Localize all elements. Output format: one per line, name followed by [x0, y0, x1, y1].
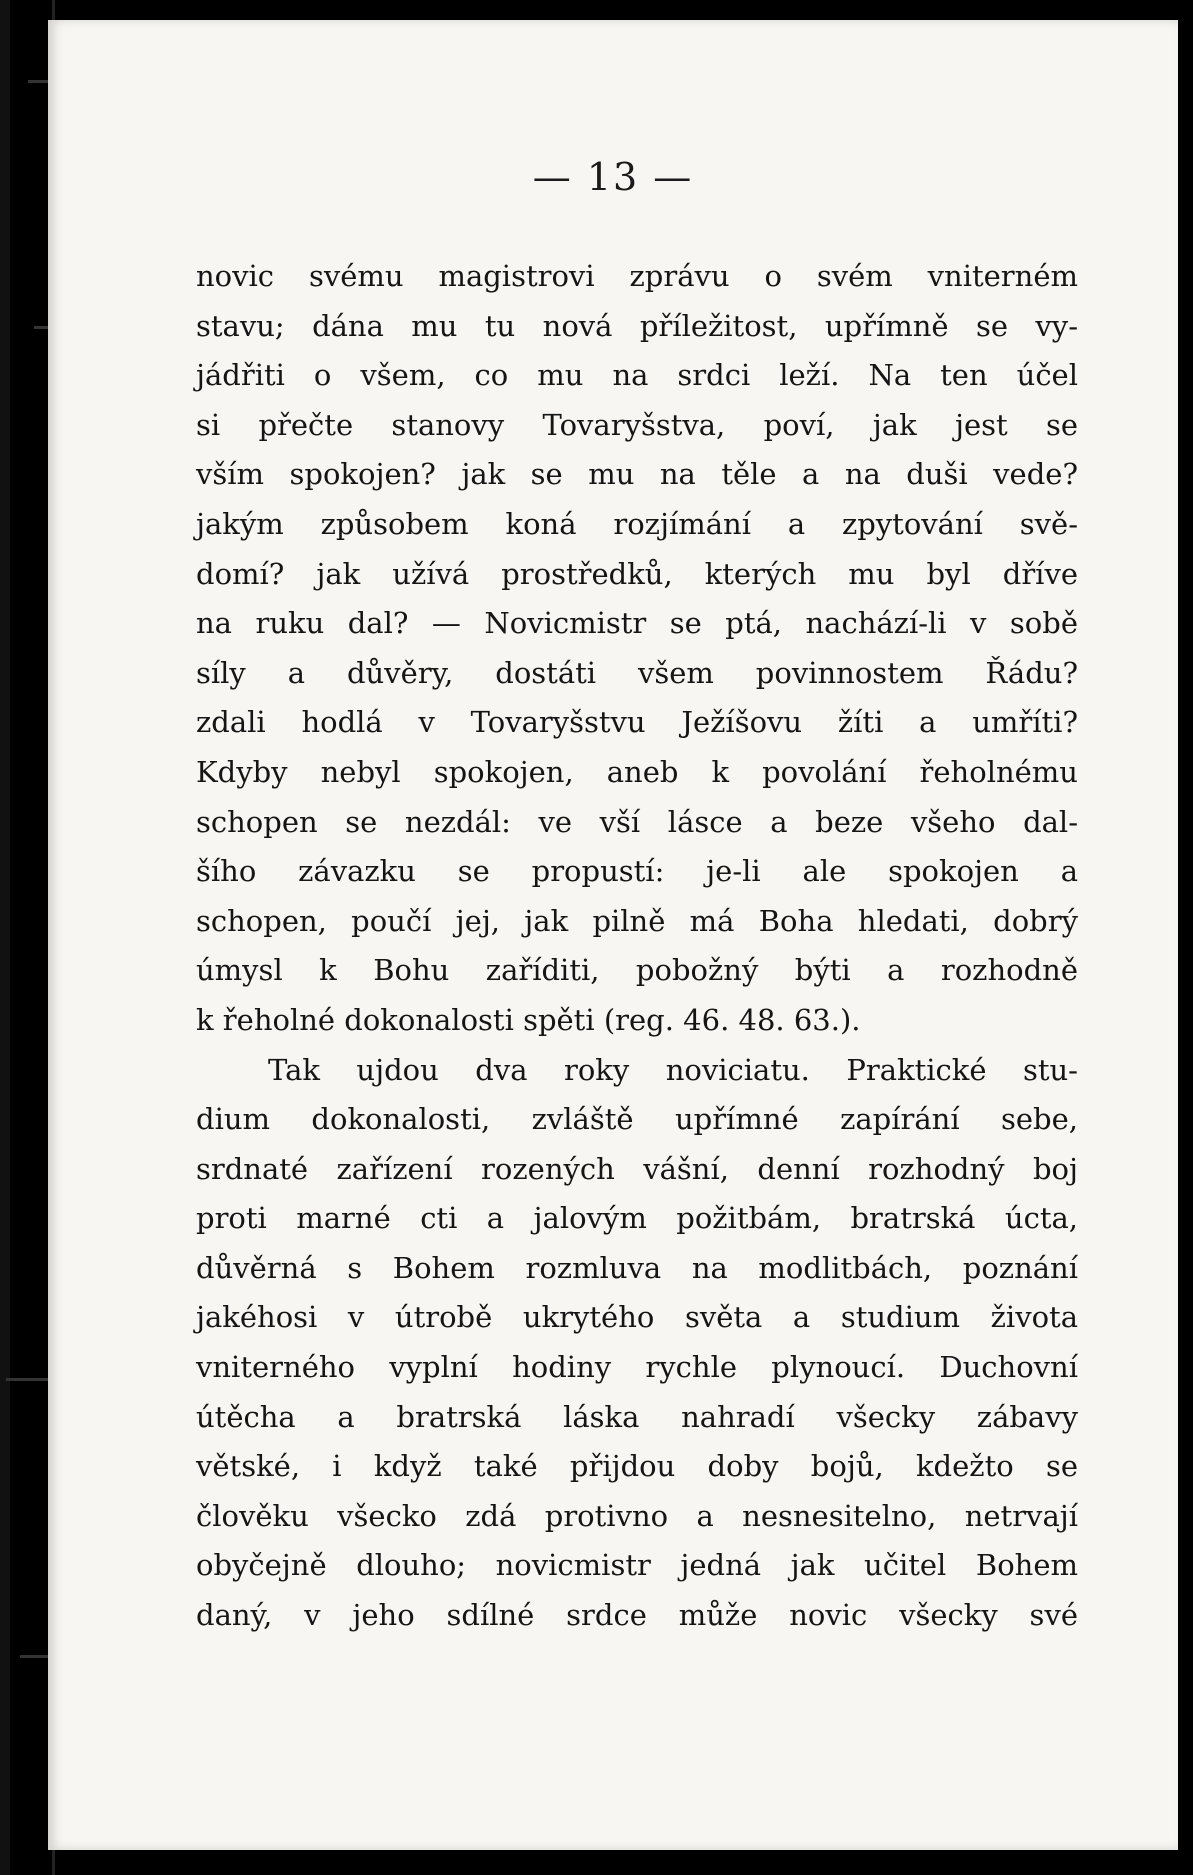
binding-edge [0, 0, 10, 1875]
text-line: dium dokonalosti, zvláště upřímné zapírání sebe, [196, 1102, 1078, 1137]
text-line: domí? jak užívá prostředků, kterých mu byl dříve [196, 556, 1078, 591]
text-line: daný, v jeho sdílné srdce může novic všecky své [196, 1598, 1078, 1633]
text-line: větské, i když také přijdou doby bojů, kdežto se [196, 1449, 1078, 1484]
text-line: vším spokojen? jak se mu na těle a na duši vede? [196, 457, 1078, 492]
book-page [48, 20, 1178, 1850]
text-line: zdali hodlá v Tovaryšstvu Ježíšovu žíti a umříti? [196, 705, 1078, 740]
page-number: — 13 — [532, 155, 694, 199]
text-line: důvěrná s Bohem rozmluva na modlitbách, poznání [196, 1250, 1078, 1285]
text-line: člověku všecko zdá protivno a nesnesitelno, netrvají [196, 1498, 1078, 1533]
text-line: stavu; dána mu tu nová příležitost, upřímně se vy- [196, 308, 1078, 343]
text-line: novic svému magistrovi zprávu o svém vniterném [196, 259, 1078, 293]
text-line: proti marné cti a jalovým požitbám, bratrská úcta, [196, 1201, 1078, 1236]
text-line: vniterného vyplní hodiny rychle plynoucí. Duchovní [196, 1350, 1078, 1385]
text-line: útěcha a bratrská láska nahradí všecky zábavy [196, 1399, 1078, 1434]
text-line: Tak ujdou dva roky noviciatu. Praktické stu- [268, 1052, 1078, 1087]
text-line: na ruku dal? — Novicmistr se ptá, nachází-li v sobě [196, 606, 1078, 641]
text-line: k řeholné dokonalosti spěti (reg. 46. 48. 63.). [196, 1002, 861, 1037]
text-line: Kdyby nebyl spokojen, aneb k povolání řeholnému [196, 754, 1078, 789]
text-line: jádřiti o všem, co mu na srdci leží. Na ten účel [196, 358, 1078, 393]
text-line: schopen, poučí jej, jak pilně má Boha hledati, dobrý [196, 903, 1078, 938]
text-line: jakéhosi v útrobě ukrytého světa a studium života [196, 1300, 1078, 1335]
text-line: šího závazku se propustí: je-li ale spokojen a [196, 854, 1078, 889]
text-line: síly a důvěry, dostáti všem povinnostem Řádu? [196, 655, 1078, 690]
body-text [196, 252, 1078, 1641]
text-line: úmysl k Bohu zaříditi, pobožný býti a rozhodně [196, 953, 1078, 988]
text-line: jakým způsobem koná rozjímání a zpytování svě- [196, 506, 1078, 541]
text-line: srdnaté zařízení rozených vášní, denní rozhodný boj [196, 1151, 1078, 1186]
text-line: schopen se nezdál: ve vší lásce a beze všeho dal- [196, 804, 1078, 839]
text-line: si přečte stanovy Tovaryšstva, poví, jak jest se [196, 407, 1078, 442]
text-line: obyčejně dlouho; novicmistr jedná jak učitel Bohem [196, 1548, 1078, 1583]
